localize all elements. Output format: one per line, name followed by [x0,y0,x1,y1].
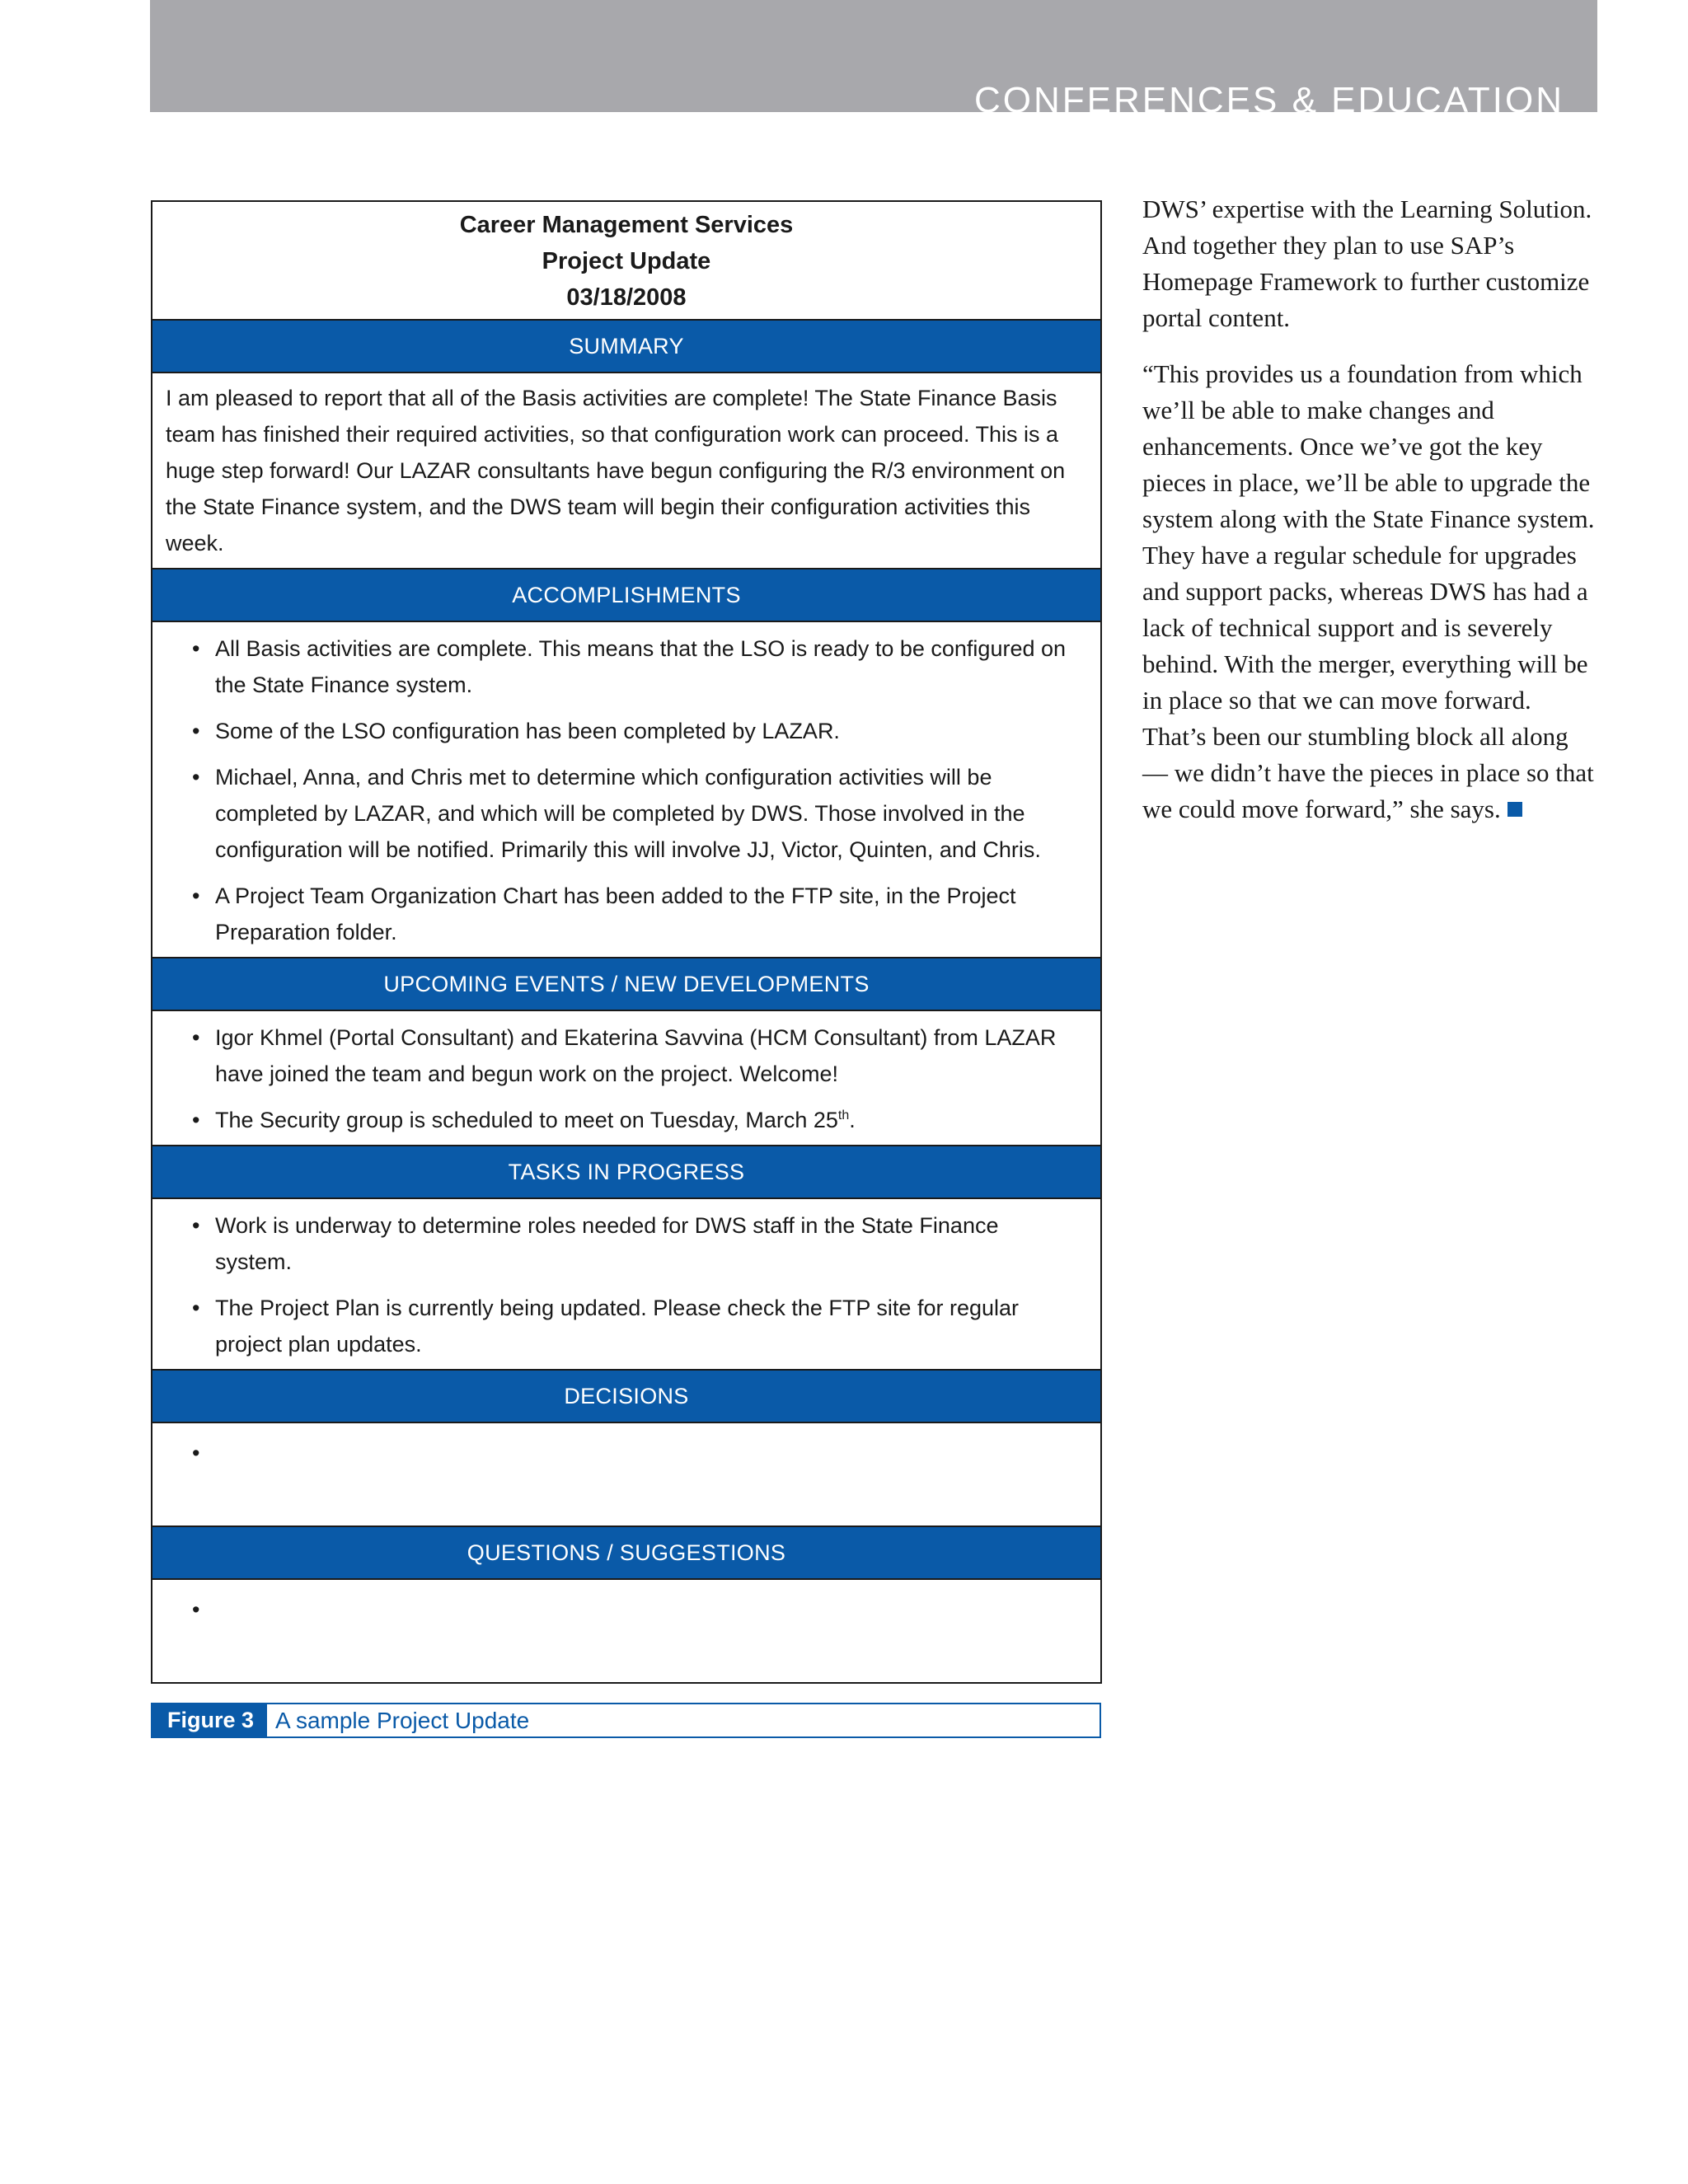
tasks-list [152,1199,1100,1369]
bullet: • [192,719,200,743]
list-item: • Work is underway to determine roles needed for DWS staff in the State Finance system. [215,1207,1076,1280]
project-update-figure [151,200,1102,1684]
bullet: • [192,883,200,908]
questions-content [152,1580,1100,1682]
figure-heading [152,202,1100,319]
header-band [150,0,1597,120]
upcoming-events-list [152,1011,1100,1145]
bullet: • [192,1025,200,1050]
article-paragraph: DWS’ expertise with the Learning Solution. And together they plan to use SAP’s Homepage Framework to further customize portal content. [1142,194,1592,332]
figure-date: 03/18/2008 [566,284,687,311]
accomplishments-list [152,622,1100,957]
list-item: • Some of the LSO configuration has been completed by LAZAR. [215,713,1076,749]
end-mark-icon [1507,802,1522,817]
tasks-in-progress-header: TASKS IN PROGRESS [152,1145,1100,1199]
article-column [1142,191,1597,847]
accomplishments-header: ACCOMPLISHMENTS [152,568,1100,622]
upcoming-events-header: UPCOMING EVENTS / NEW DEVELOPMENTS [152,957,1100,1011]
decisions-content [152,1423,1100,1526]
bullet: • [192,636,200,661]
article-paragraph: “This provides us a foundation from which we’ll be able to make changes and enhancements. Once we’ve got the key pieces in place, we’ll be able to upgrade the system along with the State Finance system. They have a regular schedule for upgrades and support packs, whereas DWS has had a lack of technical support and is severely behind. With the merger, everything will be in place so that we can move forward. That’s been our stumbling block all along — we didn’t have the pieces in place so that we could move forward,” she says. [1142,359,1595,823]
list-item: • The Project Plan is currently being updated. Please check the FTP site for regular project plan updates. [215,1290,1076,1362]
decisions-header: DECISIONS [152,1369,1100,1423]
questions-header: QUESTIONS / SUGGESTIONS [152,1526,1100,1580]
list-item: • Michael, Anna, and Chris met to determine which configuration activities will be completed by LAZAR, and which will be completed by DWS. Those involved in the configuration will be notified. Primarily this will involve JJ, Victor, Quinten, and Chris. [215,759,1076,868]
section-title: CONFERENCES & EDUCATION [973,80,1564,120]
list-item: • The Security group is scheduled to meet on Tuesday, March 25th. [215,1102,1076,1138]
summary-text: I am pleased to report that all of the Basis activities are complete! The State Finance Basis team has finished their required activities, so that configuration work can proceed. This is a huge step forward! Our LAZAR consultants have begun configuring the R/3 environment on the State Finance system, and the DWS team will begin their configuration activities this week. [166,386,1066,555]
bullet: • [192,1296,200,1320]
summary-header: SUMMARY [152,319,1100,373]
bullet: • [192,1441,200,1465]
figure-caption [151,1703,1101,1738]
bullet: • [192,1597,200,1622]
caption-text: A sample Project Update [275,1708,530,1733]
list-item: • A Project Team Organization Chart has been added to the FTP site, in the Project Preparation folder. [215,878,1076,950]
bullet: • [192,1108,200,1132]
list-item: • Igor Khmel (Portal Consultant) and Ekaterina Savvina (HCM Consultant) from LAZAR have joined the team and begun work on the project. Welcome! [215,1019,1076,1092]
bullet: • [192,1213,200,1238]
figure-subtitle: Project Update [542,248,711,274]
caption-label: Figure 3 [152,1704,267,1736]
bullet: • [192,765,200,790]
figure-title: Career Management Services [459,212,794,238]
list-item: • All Basis activities are complete. This means that the LSO is ready to be configured on the State Finance system. [215,630,1076,703]
